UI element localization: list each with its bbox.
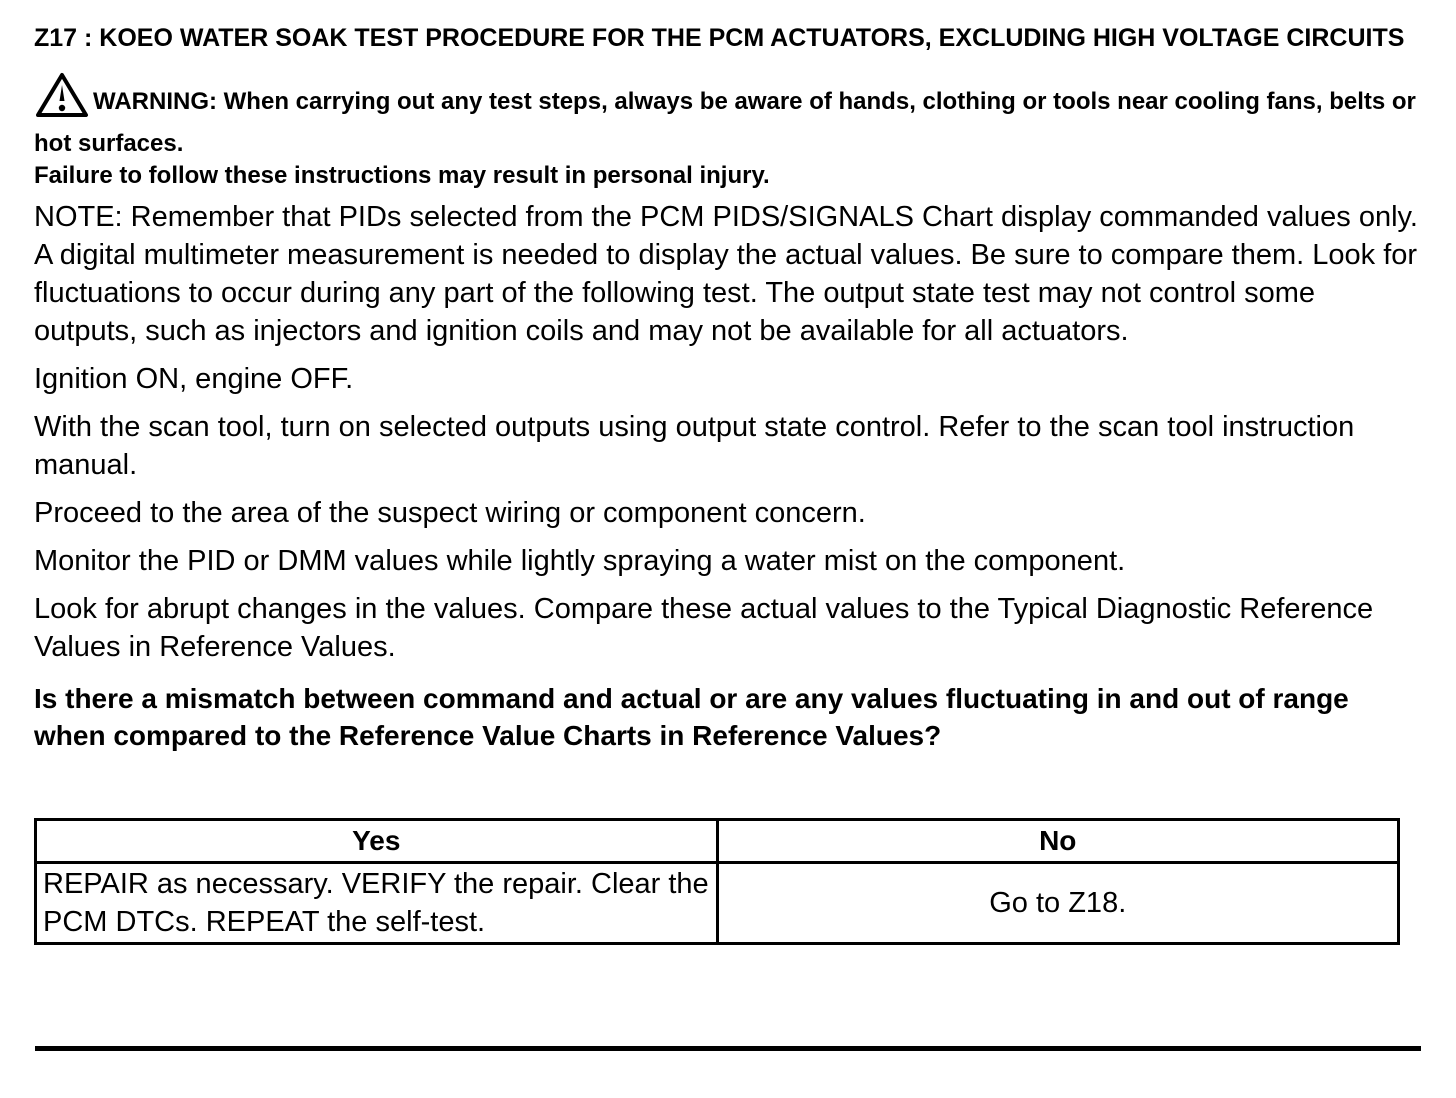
decision-table <box>34 818 1400 945</box>
decision-question: Is there a mismatch between command and actual or are any values fluctuating in and out of range when compared to the Reference Value Charts in Reference Values? <box>34 683 1349 751</box>
warning-block <box>34 71 1418 192</box>
step-paragraph-monitor: Monitor the PID or DMM values while lightly spraying a water mist on the component. <box>34 545 1126 577</box>
table-header-yes: Yes <box>36 820 718 863</box>
cell-yes-action: REPAIR as necessary. VERIFY the repair. Clear the PCM DTCs. REPEAT the self-test. <box>36 863 718 944</box>
warning-text: WARNING: When carrying out any test steps, always be aware of hands, clothing or tools near cooling fans, belts or hot surfaces. <box>34 88 1416 157</box>
page-title: Z17 : KOEO WATER SOAK TEST PROCEDURE FOR THE PCM ACTUATORS, EXCLUDING HIGH VOLTAGE CIRCUITS <box>34 24 1405 52</box>
warning-icon <box>34 71 90 128</box>
step-paragraph-ignition: Ignition ON, engine OFF. <box>34 363 354 395</box>
table-row <box>36 863 1399 944</box>
step-paragraph-scan-tool: With the scan tool, turn on selected outputs using output state control. Refer to the scan tool instruction manual. <box>34 411 1355 481</box>
note-paragraph: NOTE: Remember that PIDs selected from the PCM PIDS/SIGNALS Chart display commanded values only. A digital multimeter measurement is needed to display the actual values. Be sure to compare them. Look for fluctuations to occur during any part of the following test. The output state test may not control some outputs, such as injectors and ignition coils and may not be available for all actuators. <box>34 201 1418 347</box>
step-paragraph-compare: Look for abrupt changes in the values. Compare these actual values to the Typical Diagnostic Reference Values in Reference Values. <box>34 593 1374 663</box>
step-paragraph-proceed: Proceed to the area of the suspect wiring or component concern. <box>34 497 866 529</box>
table-header-row <box>36 820 1399 863</box>
warning-injury-text: Failure to follow these instructions may result in personal injury. <box>34 162 770 189</box>
bottom-divider <box>35 1046 1421 1051</box>
table-header-no: No <box>717 820 1399 863</box>
cell-no-action: Go to Z18. <box>717 863 1399 944</box>
